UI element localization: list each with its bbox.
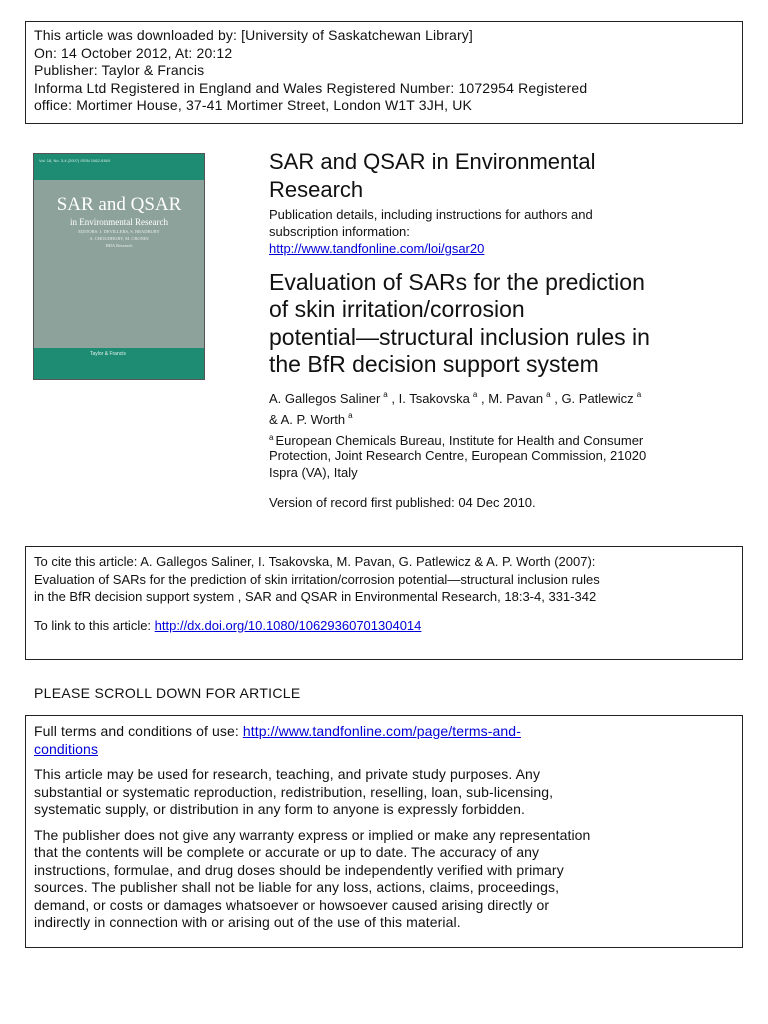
disclaimer-paragraph bbox=[34, 827, 734, 932]
journal-cover-image bbox=[33, 153, 205, 380]
article-link-label: To link to this article: bbox=[34, 617, 155, 633]
article-title-line-1: Evaluation of SARs for the prediction bbox=[269, 269, 645, 295]
journal-title: SAR and QSAR in Environmental bbox=[269, 149, 596, 174]
journal-link[interactable]: http://www.tandfonline.com/loi/gsar20 bbox=[269, 241, 485, 256]
author-name: G. Patlewicz bbox=[561, 391, 634, 406]
terms-intro-line bbox=[34, 723, 734, 741]
usage-line: systematic supply, or distribution in any form to anyone is expressly forbidden. bbox=[34, 801, 525, 817]
terms-intro: Full terms and conditions of use: bbox=[34, 723, 243, 739]
disclaimer-line: indirectly in connection with or arising out of the use of this material. bbox=[34, 914, 461, 930]
terms-link-continued[interactable]: conditions bbox=[34, 740, 99, 757]
version-of-record: Version of record first published: 04 Dec 2010. bbox=[269, 495, 536, 510]
article-title-line-4: the BfR decision support system bbox=[269, 351, 599, 377]
publication-details-2: subscription information: bbox=[269, 224, 410, 239]
cover-editors-2: A. CHOUDHURY, M. CRONIN bbox=[89, 236, 149, 241]
affiliation-mark: a bbox=[269, 433, 274, 442]
affiliation-line-2: Protection, Joint Research Centre, European Commission, 21020 bbox=[269, 448, 647, 463]
download-notice-box bbox=[25, 21, 743, 124]
download-date-line: On: 14 October 2012, At: 20:12 bbox=[34, 44, 233, 61]
citation-line-1: To cite this article: A. Gallegos Saliner, I. Tsakovska, M. Pavan, G. Patlewicz & A. P. Worth (2007): bbox=[34, 554, 596, 569]
terms-box bbox=[25, 715, 743, 948]
disclaimer-line: The publisher does not give any warranty express or implied or make any representation bbox=[34, 826, 591, 843]
authors-line-2 bbox=[269, 405, 353, 430]
citation-line-2: Evaluation of SARs for the prediction of skin irritation/corrosion potential—structural inclusion rules bbox=[34, 571, 600, 587]
journal-title-2: Research bbox=[269, 177, 364, 202]
cover-top-band bbox=[34, 154, 204, 180]
article-title-line-3: potential—structural inclusion rules in bbox=[269, 324, 650, 350]
publication-details: Publication details, including instructions for authors and bbox=[269, 207, 593, 222]
author-name: & A. P. Worth bbox=[269, 412, 346, 427]
cover-title: SAR and QSAR bbox=[56, 194, 182, 215]
usage-line: substantial or systematic reproduction, redistribution, reselling, loan, sub-licensing, bbox=[34, 783, 554, 800]
cover-publisher-logo: Taylor & Francis bbox=[90, 351, 126, 357]
scroll-notice: PLEASE SCROLL DOWN FOR ARTICLE bbox=[34, 685, 301, 701]
author-separator: , bbox=[477, 391, 485, 406]
cover-editors-3: HDA Research bbox=[105, 243, 133, 248]
author-name: A. Gallegos Saliner bbox=[269, 391, 381, 406]
download-line: This article was downloaded by: [University of Saskatchewan Library] bbox=[34, 27, 473, 43]
citation-box bbox=[25, 546, 743, 660]
office-line: office: Mortimer House, 37-41 Mortimer Street, London W1T 3JH, UK bbox=[34, 97, 472, 113]
article-link-row bbox=[34, 617, 734, 635]
cover-header-small: Vol. 18, No. 3-4 (2007) ISSN 1062-936X bbox=[39, 158, 111, 163]
citation-line-3: in the BfR decision support system , SAR and QSAR in Environmental Research, 18:3-4, 331-342 bbox=[34, 589, 597, 604]
author-separator: , bbox=[387, 391, 395, 406]
cover-editors-1: EDITORS: J. DEVILLERS, S. BRADBURY bbox=[78, 229, 160, 234]
author-affiliation-mark: a bbox=[546, 390, 551, 399]
article-title-line-2: of skin irritation/corrosion bbox=[269, 296, 525, 322]
usage-paragraph bbox=[34, 766, 734, 819]
author-affiliation-mark: a bbox=[383, 390, 388, 399]
author-name: I. Tsakovska bbox=[398, 391, 470, 406]
author-separator: , bbox=[550, 391, 558, 406]
terms-link[interactable]: http://www.tandfonline.com/page/terms-and- bbox=[242, 723, 521, 739]
author-affiliation-mark: a bbox=[636, 390, 642, 399]
author-affiliation-mark: a bbox=[472, 390, 478, 399]
author-affiliation-mark: a bbox=[348, 411, 353, 420]
disclaimer-line: that the contents will be complete or accurate or up to date. The accuracy of any bbox=[34, 844, 540, 860]
affiliation-text: European Chemicals Bureau, Institute for Health and Consumer bbox=[275, 433, 644, 448]
usage-line: This article may be used for research, teaching, and private study purposes. Any bbox=[34, 766, 541, 782]
disclaimer-line: sources. The publisher shall not be liable for any loss, actions, claims, proceedings, bbox=[34, 879, 560, 895]
publisher-line: Publisher: Taylor & Francis bbox=[34, 62, 205, 78]
disclaimer-line: instructions, formulae, and drug doses should be independently verified with primary bbox=[34, 861, 564, 878]
article-doi-link[interactable]: http://dx.doi.org/10.1080/10629360701304014 bbox=[154, 617, 422, 633]
registration-line: Informa Ltd Registered in England and Wales Registered Number: 1072954 Registered bbox=[34, 79, 588, 96]
disclaimer-line: demand, or costs or damages whatsoever or howsoever caused arising directly or bbox=[34, 896, 550, 913]
cover-subtitle: in Environmental Research bbox=[70, 217, 168, 227]
affiliation-line-3: Ispra (VA), Italy bbox=[269, 465, 358, 480]
author-name: M. Pavan bbox=[488, 391, 544, 406]
